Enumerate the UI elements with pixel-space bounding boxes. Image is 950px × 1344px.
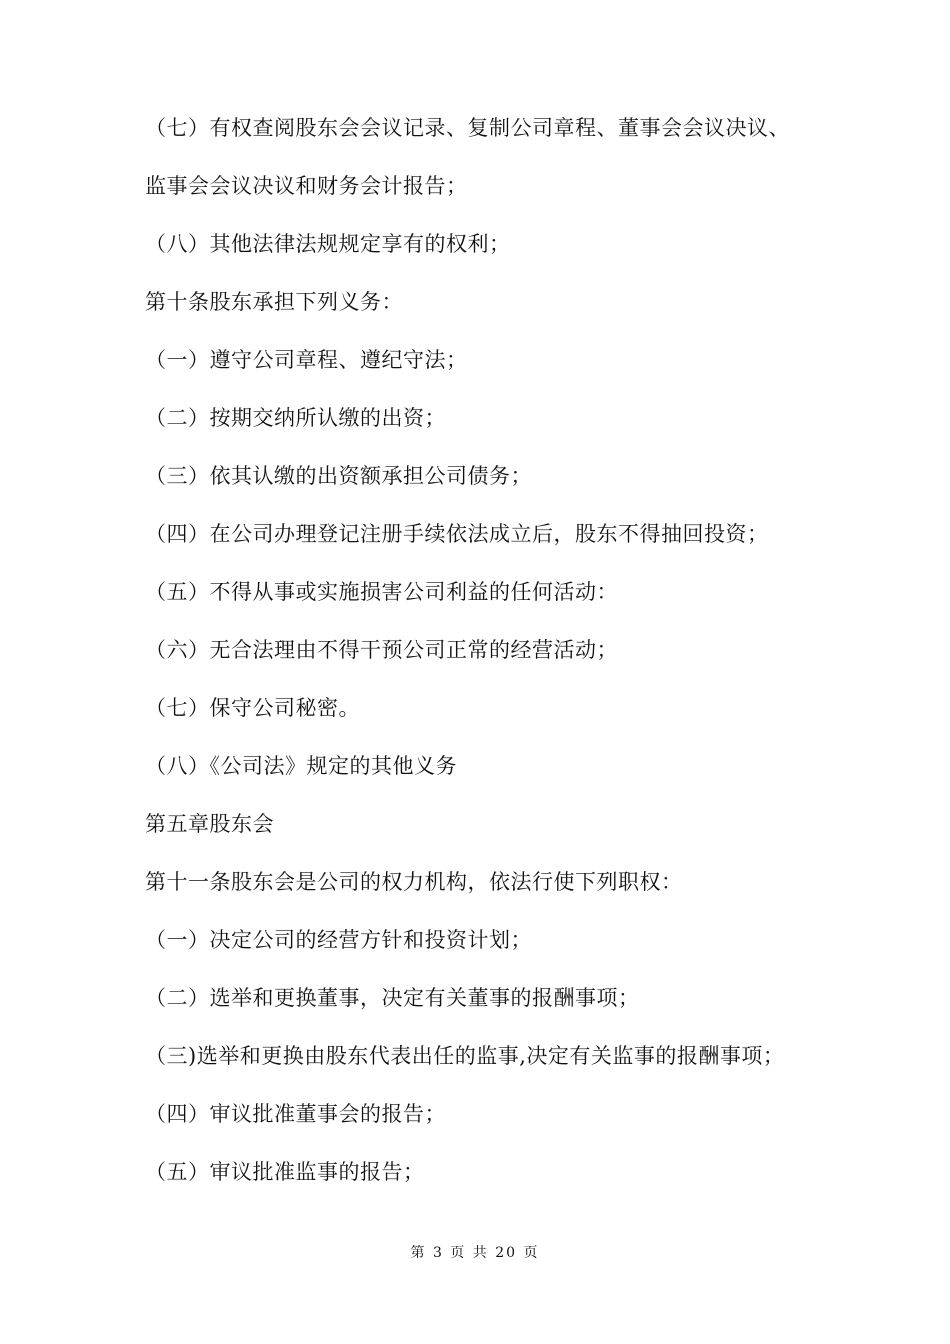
text-line: （三）依其认缴的出资额承担公司债务； bbox=[145, 464, 532, 488]
text-line: （一）决定公司的经营方针和投资计划； bbox=[145, 928, 532, 952]
chapter-heading: 第五章股东会 bbox=[145, 812, 274, 836]
text-line: （五）审议批准监事的报告； bbox=[145, 1160, 425, 1184]
text-line: （三)选举和更换由股东代表出任的监事,决定有关监事的报酬事项； bbox=[145, 1044, 785, 1068]
text-line: （八）《公司法》规定的其他义务 bbox=[145, 754, 457, 778]
text-line: （二）选举和更换董事，决定有关董事的报酬事项； bbox=[145, 986, 640, 1010]
text-line: （六）无合法理由不得干预公司正常的经营活动； bbox=[145, 638, 618, 662]
article-heading: 第十条股东承担下列义务： bbox=[145, 290, 403, 314]
text-line: （四）审议批准董事会的报告； bbox=[145, 1102, 446, 1126]
text-line: 监事会会议决议和财务会计报告； bbox=[145, 174, 468, 198]
text-line: （四）在公司办理登记注册手续依法成立后，股东不得抽回投资； bbox=[145, 522, 769, 546]
page-number: 第 3 页 共 20 页 bbox=[410, 1245, 540, 1261]
text-line: （七）保守公司秘密。 bbox=[145, 696, 360, 720]
text-line: （八）其他法律法规规定享有的权利； bbox=[145, 232, 511, 256]
text-line: （二）按期交纳所认缴的出资； bbox=[145, 406, 446, 430]
text-line: （一）遵守公司章程、遵纪守法； bbox=[145, 348, 468, 372]
text-line: （五）不得从事或实施损害公司利益的任何活动： bbox=[145, 580, 618, 604]
document-body bbox=[145, 108, 825, 1210]
text-line: （七）有权查阅股东会会议记录、复制公司章程、董事会会议决议、 bbox=[145, 116, 790, 140]
article-heading: 第十一条股东会是公司的权力机构，依法行使下列职权： bbox=[145, 870, 683, 894]
